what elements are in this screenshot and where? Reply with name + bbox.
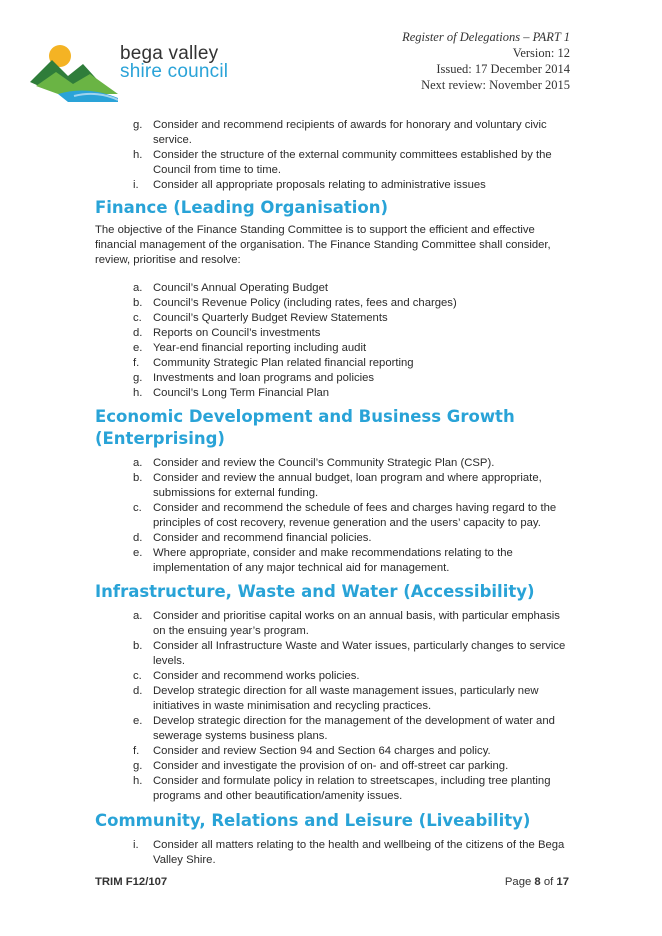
list-marker: c. [133,502,142,514]
list-item [95,684,575,714]
list-item [95,456,575,471]
list-item-text: Consider and review the annual budget, loan program and where appropriate, submissions for external funding. [153,472,542,499]
document-meta [402,29,570,93]
list-item [95,341,575,356]
infrastructure-list [95,609,575,804]
doc-issued: Issued: 17 December 2014 [436,62,570,76]
list-marker: d. [133,327,143,339]
list-item [95,714,575,744]
list-item-text: Consider and review the Council’s Community Strategic Plan (CSP). [153,457,495,469]
list-marker: e. [133,342,143,354]
list-item-text: Council’s Quarterly Budget Review Statements [153,312,388,324]
community-list [95,838,575,868]
economic-heading: Economic Development and Business Growth (Enterprising) [95,407,515,448]
list-item [95,759,575,774]
list-item [95,356,575,371]
list-item-text: Consider and review Section 94 and Section 64 charges and policy. [153,745,491,757]
list-item-text: Investments and loan programs and policies [153,372,375,384]
trim-reference: TRIM F12/107 [95,876,168,888]
list-marker: d. [133,685,143,697]
page-content [95,118,575,868]
page-number [505,876,569,888]
list-item [95,639,575,669]
list-item [95,326,575,341]
list-item [95,609,575,639]
list-marker: g. [133,119,143,131]
list-item-text: Consider all matters relating to the health and wellbeing of the citizens of the Bega Valley Shire. [153,839,565,866]
list-item-text: Consider all Infrastructure Waste and Water issues, particularly changes to service levels. [153,640,566,667]
list-marker: b. [133,640,143,652]
list-item-text: Council’s Long Term Financial Plan [153,387,330,399]
page-current: 8 [534,876,541,888]
list-item [95,838,575,868]
finance-paragraph: The objective of the Finance Standing Committee is to support the efficient and effective financial management of the organisation. The Finance Standing Committee shall consider, review, prioritise and resolve: [95,224,551,266]
logo-name-line1: bega valley [120,43,219,64]
list-item-text: Community Strategic Plan related financial reporting [153,357,414,369]
list-item-text: Consider and recommend recipients of awards for honorary and voluntary civic service. [153,119,547,146]
list-item-text: Year-end financial reporting including audit [153,342,367,354]
list-marker: f. [133,745,140,757]
list-item [95,148,575,178]
list-marker: c. [133,312,142,324]
list-item [95,471,575,501]
list-item-text: Council’s Revenue Policy (including rates, fees and charges) [153,297,457,309]
community-heading: Community, Relations and Leisure (Liveability) [95,811,531,830]
list-marker: a. [133,282,143,294]
page-prefix: Page [504,876,535,888]
list-item-text: Develop strategic direction for all waste management issues, particularly new initiatives in waste minimisation and recycling practices. [153,685,539,712]
list-item-text: Consider the structure of the external community committees established by the Council from time to time. [153,149,552,176]
list-item-text: Consider and recommend the schedule of fees and charges having regard to the principles of cost recovery, revenue generation and the users’ capacity to pay. [153,502,557,529]
doc-version: Version: 12 [512,46,570,60]
list-item-text: Develop strategic direction for the management of the development of water and sewerage systems business plans. [153,715,555,742]
list-item [95,296,575,311]
page-total: 17 [556,876,569,888]
list-item-text: Council’s Annual Operating Budget [153,282,329,294]
council-logo [28,42,258,102]
list-marker: a. [133,457,143,469]
hills-sun-logo-icon [28,42,118,102]
list-item [95,281,575,296]
list-item [95,371,575,386]
list-marker: i. [133,839,139,851]
list-marker: e. [133,547,143,559]
list-item [95,386,575,401]
list-item [95,744,575,759]
list-marker: c. [133,670,142,682]
list-marker: g. [133,760,143,772]
list-marker: h. [133,775,143,787]
list-item [95,546,575,576]
list-item-text: Consider all appropriate proposals relating to administrative issues [153,179,486,191]
list-marker: f. [133,357,140,369]
page-footer [95,876,569,888]
list-marker: h. [133,149,143,161]
list-marker: i. [133,179,139,191]
list-marker: b. [133,472,143,484]
list-marker: a. [133,610,143,622]
list-marker: g. [133,372,143,384]
list-item [95,774,575,804]
economic-list [95,456,575,576]
list-item-text: Consider and prioritise capital works on an annual basis, with particular emphasis on the ensuing year’s program. [153,610,560,637]
list-item-text: Consider and recommend works policies. [153,670,360,682]
intro-list [95,118,575,193]
list-item [95,531,575,546]
list-item-text: Reports on Council’s investments [153,327,321,339]
list-marker: b. [133,297,143,309]
list-marker: e. [133,715,143,727]
list-item-text: Where appropriate, consider and make recommendations relating to the implementation of any major technical aid for management. [153,547,513,574]
list-item-text: Consider and formulate policy in relation to streetscapes, including tree planting programs and other beautification/amenity issues. [153,775,551,802]
logo-name-line2: shire council [120,61,229,82]
list-item [95,669,575,684]
doc-title: Register of Delegations – PART 1 [402,30,570,44]
list-item [95,501,575,531]
page-of: of [540,876,557,888]
finance-list [95,281,575,401]
list-item-text: Consider and investigate the provision of on- and off-street car parking. [153,760,509,772]
list-item-text: Consider and recommend financial policies. [153,532,372,544]
finance-heading: Finance (Leading Organisation) [95,198,389,217]
infrastructure-heading: Infrastructure, Waste and Water (Accessibility) [95,582,535,601]
doc-next-review: Next review: November 2015 [421,78,570,92]
list-marker: d. [133,532,143,544]
list-marker: h. [133,387,143,399]
list-item [95,118,575,148]
list-item [95,178,575,193]
list-item [95,311,575,326]
